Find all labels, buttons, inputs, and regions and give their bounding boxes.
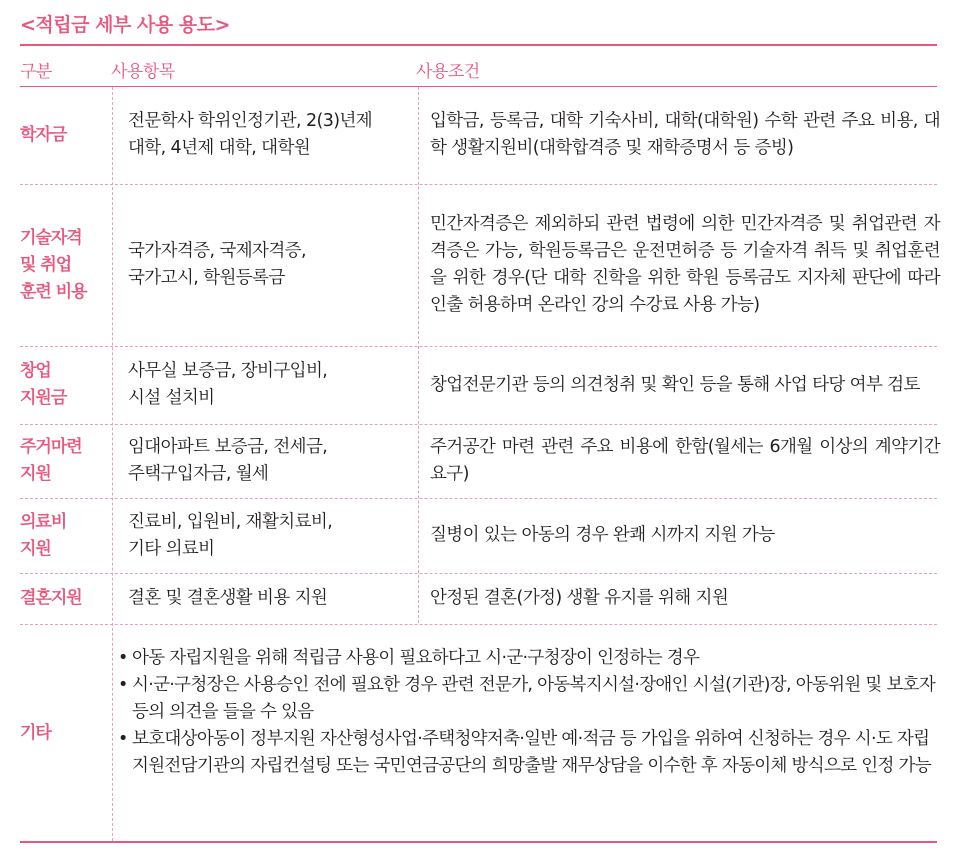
bullet-item — [116, 726, 938, 780]
header-items: 사용항목 — [111, 62, 175, 82]
bullet-dot: • — [118, 729, 128, 749]
bullet-item — [116, 645, 938, 672]
row-items: 전문학사 학위인정기관, 2(3)년제 대학, 4년제 대학, 대학원 — [128, 111, 373, 158]
bullet-text: 보호대상아동이 정부지원 자산형성사업·주택청약저축·일반 예·적금 등 가입을 위하여 신청하는 경우 시·도 자립지원전담기관의 자립컨설팅 또는 국민연금공단의 희망출발 재무상담을 이수한 후 자동이체 방식으로 인정 가능 — [132, 729, 931, 776]
bullet-text: 시·군·구청장은 사용승인 전에 필요한 경우 관련 전문가, 아동복지시설·장애인 시설(기관)장, 아동위원 및 보호자 등의 의견을 들을 수 있음 — [132, 675, 936, 722]
bottom-rule — [20, 841, 937, 843]
row-category: 창업 지원금 — [20, 361, 67, 408]
row-conditions: 창업전문기관 등의 의견청취 및 확인 등을 통해 사업 타당 여부 검토 — [430, 374, 920, 395]
bullet-text: 아동 자립지원을 위해 적립금 사용이 필요하다고 시·군·구청장이 인정하는 경우 — [132, 648, 700, 668]
row-category: 학자금 — [20, 124, 67, 145]
header-conditions: 사용조건 — [416, 62, 480, 82]
row-conditions: 안정된 결혼(가정) 생활 유지를 위해 지원 — [430, 588, 729, 608]
other-bullet-list — [116, 645, 938, 780]
row-conditions: 민간자격증은 제외하되 관련 법령에 의한 민간자격증 및 취업관련 자격증은 가능, 학원등록금은 운전면허증 등 기술자격 취득 및 취업훈련을 위한 경우(단 대학 진학을 위한 학원 등록금도 지자체 판단에 따라 인출 허용하며 온라인 강의 수강료 사용 가능) — [430, 214, 940, 315]
row-conditions: 입학금, 등록금, 대학 기숙사비, 대학(대학원) 수학 관련 주요 비용, 대학 생활지원비(대학합격증 및 재학증명서 등 증빙) — [430, 111, 940, 158]
row-items: 임대아파트 보증금, 전세금, 주택구입자금, 월세 — [128, 437, 328, 484]
column-divider — [112, 87, 113, 841]
row-category: 결혼지원 — [20, 588, 82, 608]
row-category-other: 기타 — [20, 722, 51, 743]
top-rule — [20, 44, 937, 46]
row-category: 주거마련 지원 — [20, 437, 82, 484]
row-items: 국가자격증, 국제자격증, 국가고시, 학원등록금 — [128, 241, 306, 288]
bullet-dot: • — [118, 648, 128, 668]
row-category: 기술자격 및 취업 훈련 비용 — [20, 227, 87, 302]
bullet-dot: • — [118, 675, 128, 695]
row-items: 진료비, 입원비, 재활치료비, 기타 의료비 — [128, 511, 333, 559]
bullet-item — [116, 672, 938, 726]
row-divider — [20, 624, 937, 625]
table-title: <적립금 세부 사용 용도> — [20, 14, 230, 36]
row-conditions: 질병이 있는 아동의 경우 완쾌 시까지 지원 가능 — [430, 525, 775, 545]
row-items: 결혼 및 결혼생활 비용 지원 — [128, 588, 328, 608]
row-conditions: 주거공간 마련 관련 주요 비용에 한함(월세는 6개월 이상의 계약기간 요구) — [430, 437, 940, 484]
header-category: 구분 — [20, 62, 52, 82]
column-divider — [418, 87, 419, 623]
row-items: 사무실 보증금, 장비구입비, 시설 설치비 — [128, 361, 328, 408]
row-category: 의료비 지원 — [20, 511, 67, 559]
